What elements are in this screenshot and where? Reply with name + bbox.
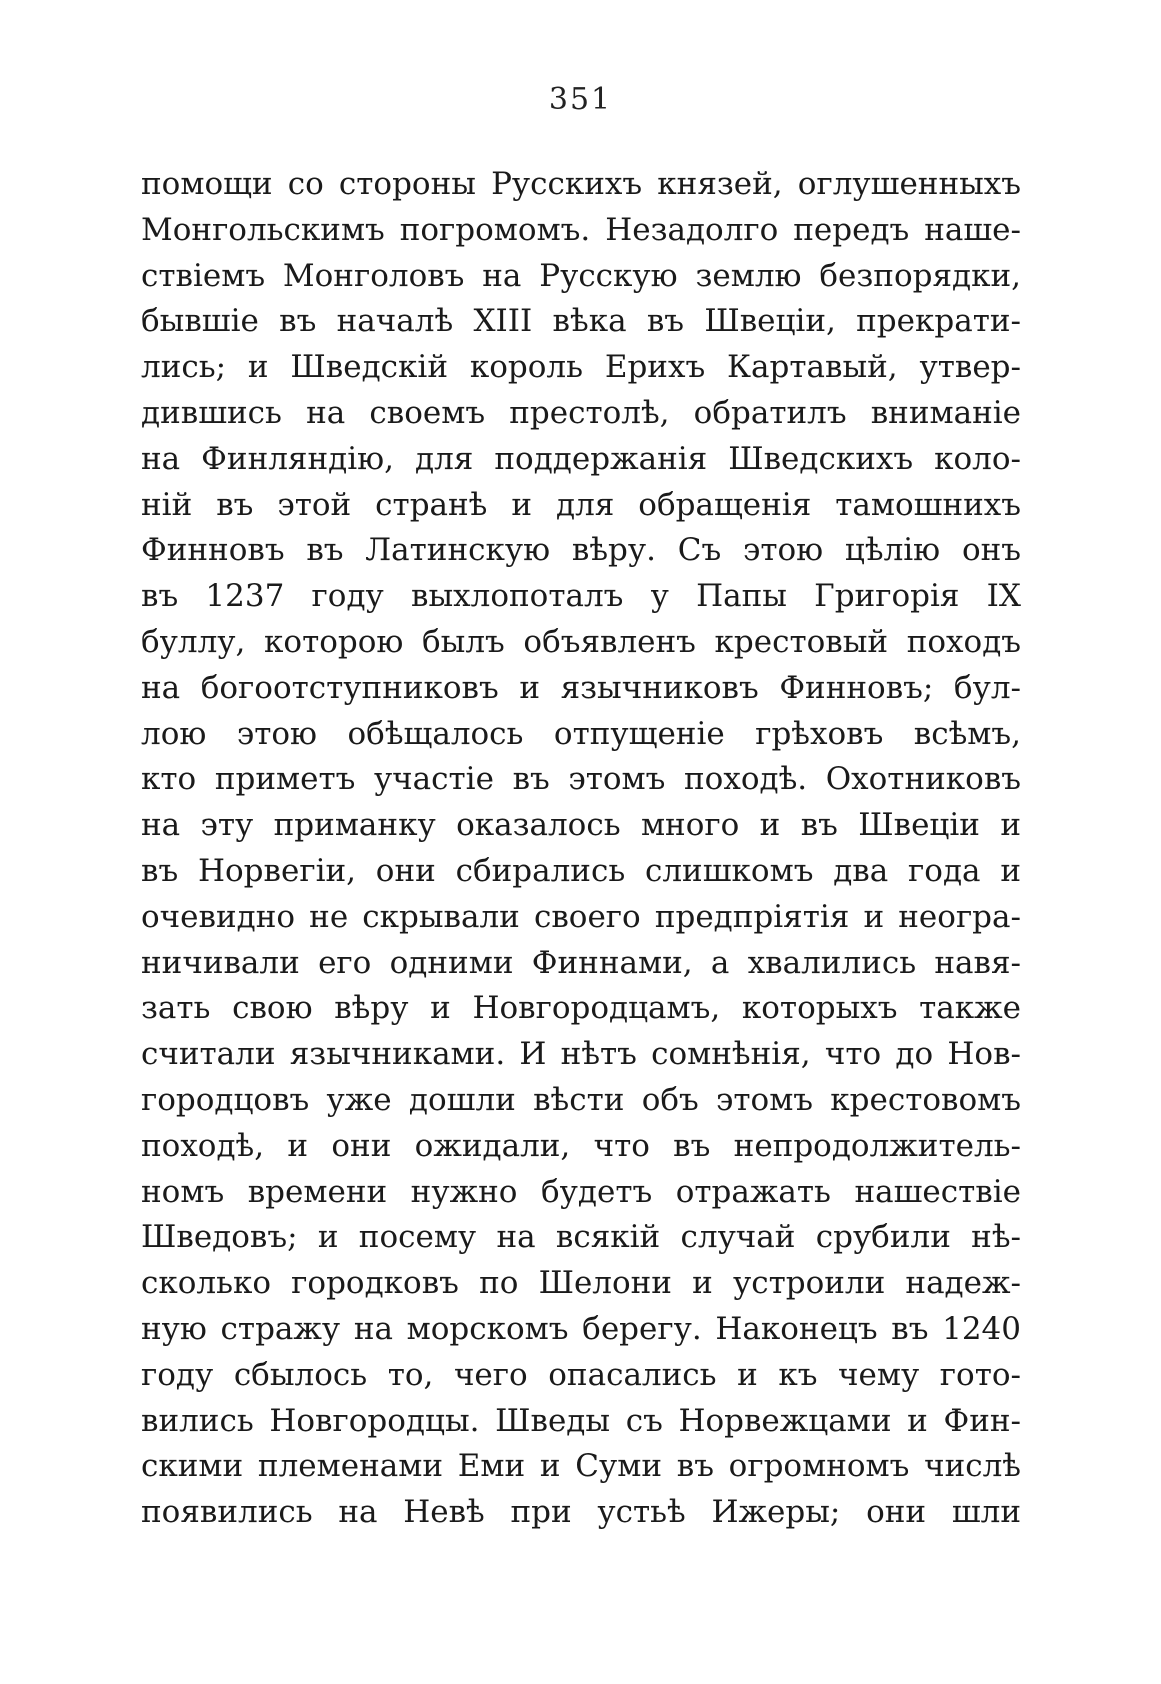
text-line: ній въ этой странѣ и для обращенія тамошнихъ [141, 486, 1021, 523]
text-line: считали язычниками. И нѣтъ сомнѣнія, что до Нов- [141, 1036, 1021, 1073]
text-line: вились Новгородцы. Шведы съ Норвежцами и Фин- [141, 1402, 1021, 1439]
text-line: походѣ, и они ожидали, что въ непродолжитель- [141, 1127, 1021, 1164]
text-line: лою этою обѣщалось отпущеніе грѣховъ всѣмъ, [141, 715, 1021, 752]
text-line: въ 1237 году выхлопоталъ у Папы Григорія IX [141, 578, 1021, 615]
text-line: зать свою вѣру и Новгородцамъ, которыхъ также [141, 990, 1021, 1027]
text-line: появились на Невѣ при устьѣ Ижеры; они шли [141, 1494, 1021, 1531]
text-line: дившись на своемъ престолѣ, обратилъ вниманіе [141, 394, 1021, 431]
text-line: въ Норвегіи, они сбирались слишкомъ два года и [141, 852, 1021, 889]
text-line: Монгольскимъ погромомъ. Незадолго передъ наше- [141, 211, 1021, 248]
text-line: на Финляндію, для поддержанія Шведскихъ коло- [141, 440, 1021, 477]
text-line: году сбылось то, чего опасались и къ чему гото- [141, 1356, 1021, 1393]
text-line: на эту приманку оказалось много и въ Швеціи и [141, 807, 1021, 844]
text-line: Шведовъ; и посему на всякій случай срубили нѣ- [141, 1219, 1021, 1256]
text-line: очевидно не скрывали своего предпріятія и неогра- [141, 898, 1021, 935]
text-line: бывшіе въ началѣ XIII вѣка въ Швеціи, прекрати- [141, 303, 1021, 340]
text-line: кто приметъ участіе въ этомъ походѣ. Охотниковъ [141, 761, 1021, 798]
text-line: городцовъ уже дошли вѣсти объ этомъ крестовомъ [141, 1081, 1021, 1118]
text-line: на богоотступниковъ и язычниковъ Финновъ; бул- [141, 669, 1021, 706]
text-line: номъ времени нужно будетъ отражать нашествіе [141, 1173, 1021, 1210]
body-text [141, 162, 1021, 1536]
text-line: Финновъ въ Латинскую вѣру. Съ этою цѣлію онъ [141, 532, 1021, 569]
text-line: ную стражу на морскомъ берегу. Наконецъ въ 1240 [141, 1310, 1021, 1347]
page-number: 351 [548, 82, 613, 117]
text-line: буллу, которою былъ объявленъ крестовый походъ [141, 623, 1021, 660]
text-line: ничивали его одними Финнами, а хвалились навя- [141, 944, 1021, 981]
text-line: сколько городковъ по Шелони и устроили надеж- [141, 1265, 1021, 1302]
text-line: лись; и Шведскій король Ерихъ Картавый, утвер- [141, 349, 1021, 386]
text-line: ствіемъ Монголовъ на Русскую землю безпорядки, [141, 257, 1021, 294]
text-line: помощи со стороны Русскихъ князей, оглушенныхъ [141, 166, 1021, 202]
text-line: скими племенами Еми и Суми въ огромномъ числѣ [141, 1448, 1021, 1485]
